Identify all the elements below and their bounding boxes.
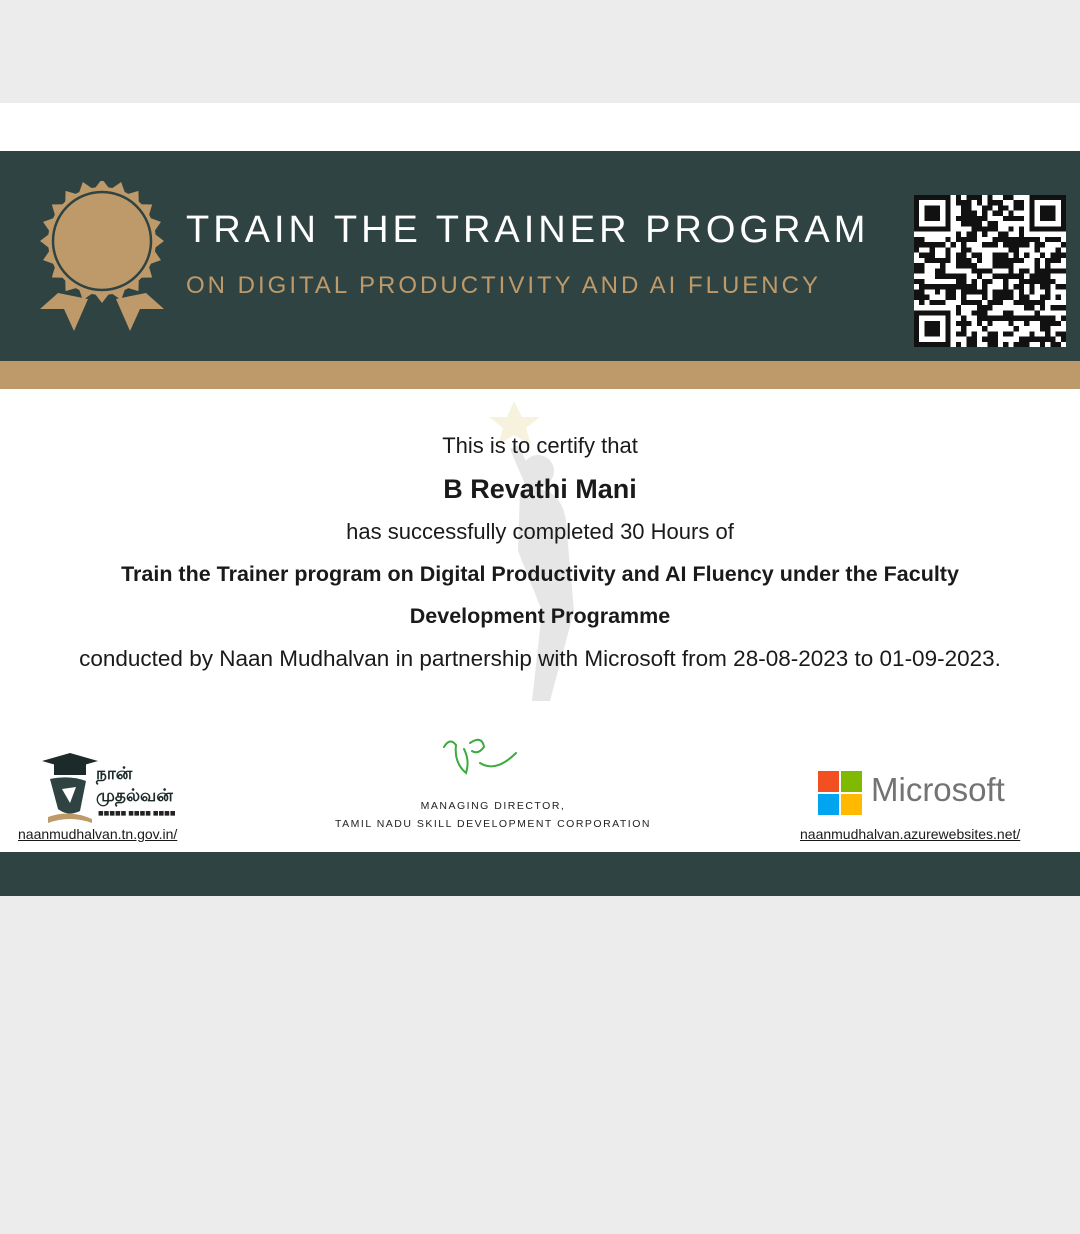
certificate-title: TRAIN THE TRAINER PROGRAM bbox=[186, 209, 870, 251]
program-line-1: Train the Trainer program on Digital Productivity and AI Fluency under the Faculty bbox=[121, 562, 959, 586]
gold-band bbox=[0, 361, 1080, 389]
recipient-name: B Revathi Mani bbox=[443, 474, 637, 504]
microsoft-logo bbox=[818, 771, 862, 815]
microsoft-link[interactable]: naanmudhalvan.azurewebsites.net/ bbox=[800, 826, 1021, 842]
signatory-organization: TAMIL NADU SKILL DEVELOPMENT CORPORATION bbox=[335, 818, 651, 830]
award-ribbon-icon bbox=[36, 181, 168, 337]
naan-mudhalvan-link[interactable]: naanmudhalvan.tn.gov.in/ bbox=[18, 826, 178, 842]
conducted-line: conducted by Naan Mudhalvan in partnership with Microsoft from 28-08-2023 to 01-09-2023. bbox=[79, 646, 1001, 671]
certificate bbox=[0, 103, 1080, 896]
program-line-2: Development Programme bbox=[409, 604, 671, 628]
certificate-subtitle: ON DIGITAL PRODUCTIVITY AND AI FLUENCY bbox=[186, 272, 821, 299]
signatory-role: MANAGING DIRECTOR, bbox=[420, 800, 566, 812]
completed-line: has successfully completed 30 Hours of bbox=[346, 519, 734, 544]
signature-icon bbox=[440, 733, 524, 785]
footer-band bbox=[0, 852, 1080, 896]
certify-line: This is to certify that bbox=[442, 433, 638, 458]
qr-code-icon bbox=[914, 195, 1066, 347]
naan-mudhalvan-logo-text: நான் முதல்வன் bbox=[96, 764, 173, 806]
svg-text:■■■■■ ■■■■ ■■■■: ■■■■■ ■■■■ ■■■■ bbox=[98, 810, 176, 817]
microsoft-wordmark: Microsoft bbox=[871, 771, 1005, 808]
